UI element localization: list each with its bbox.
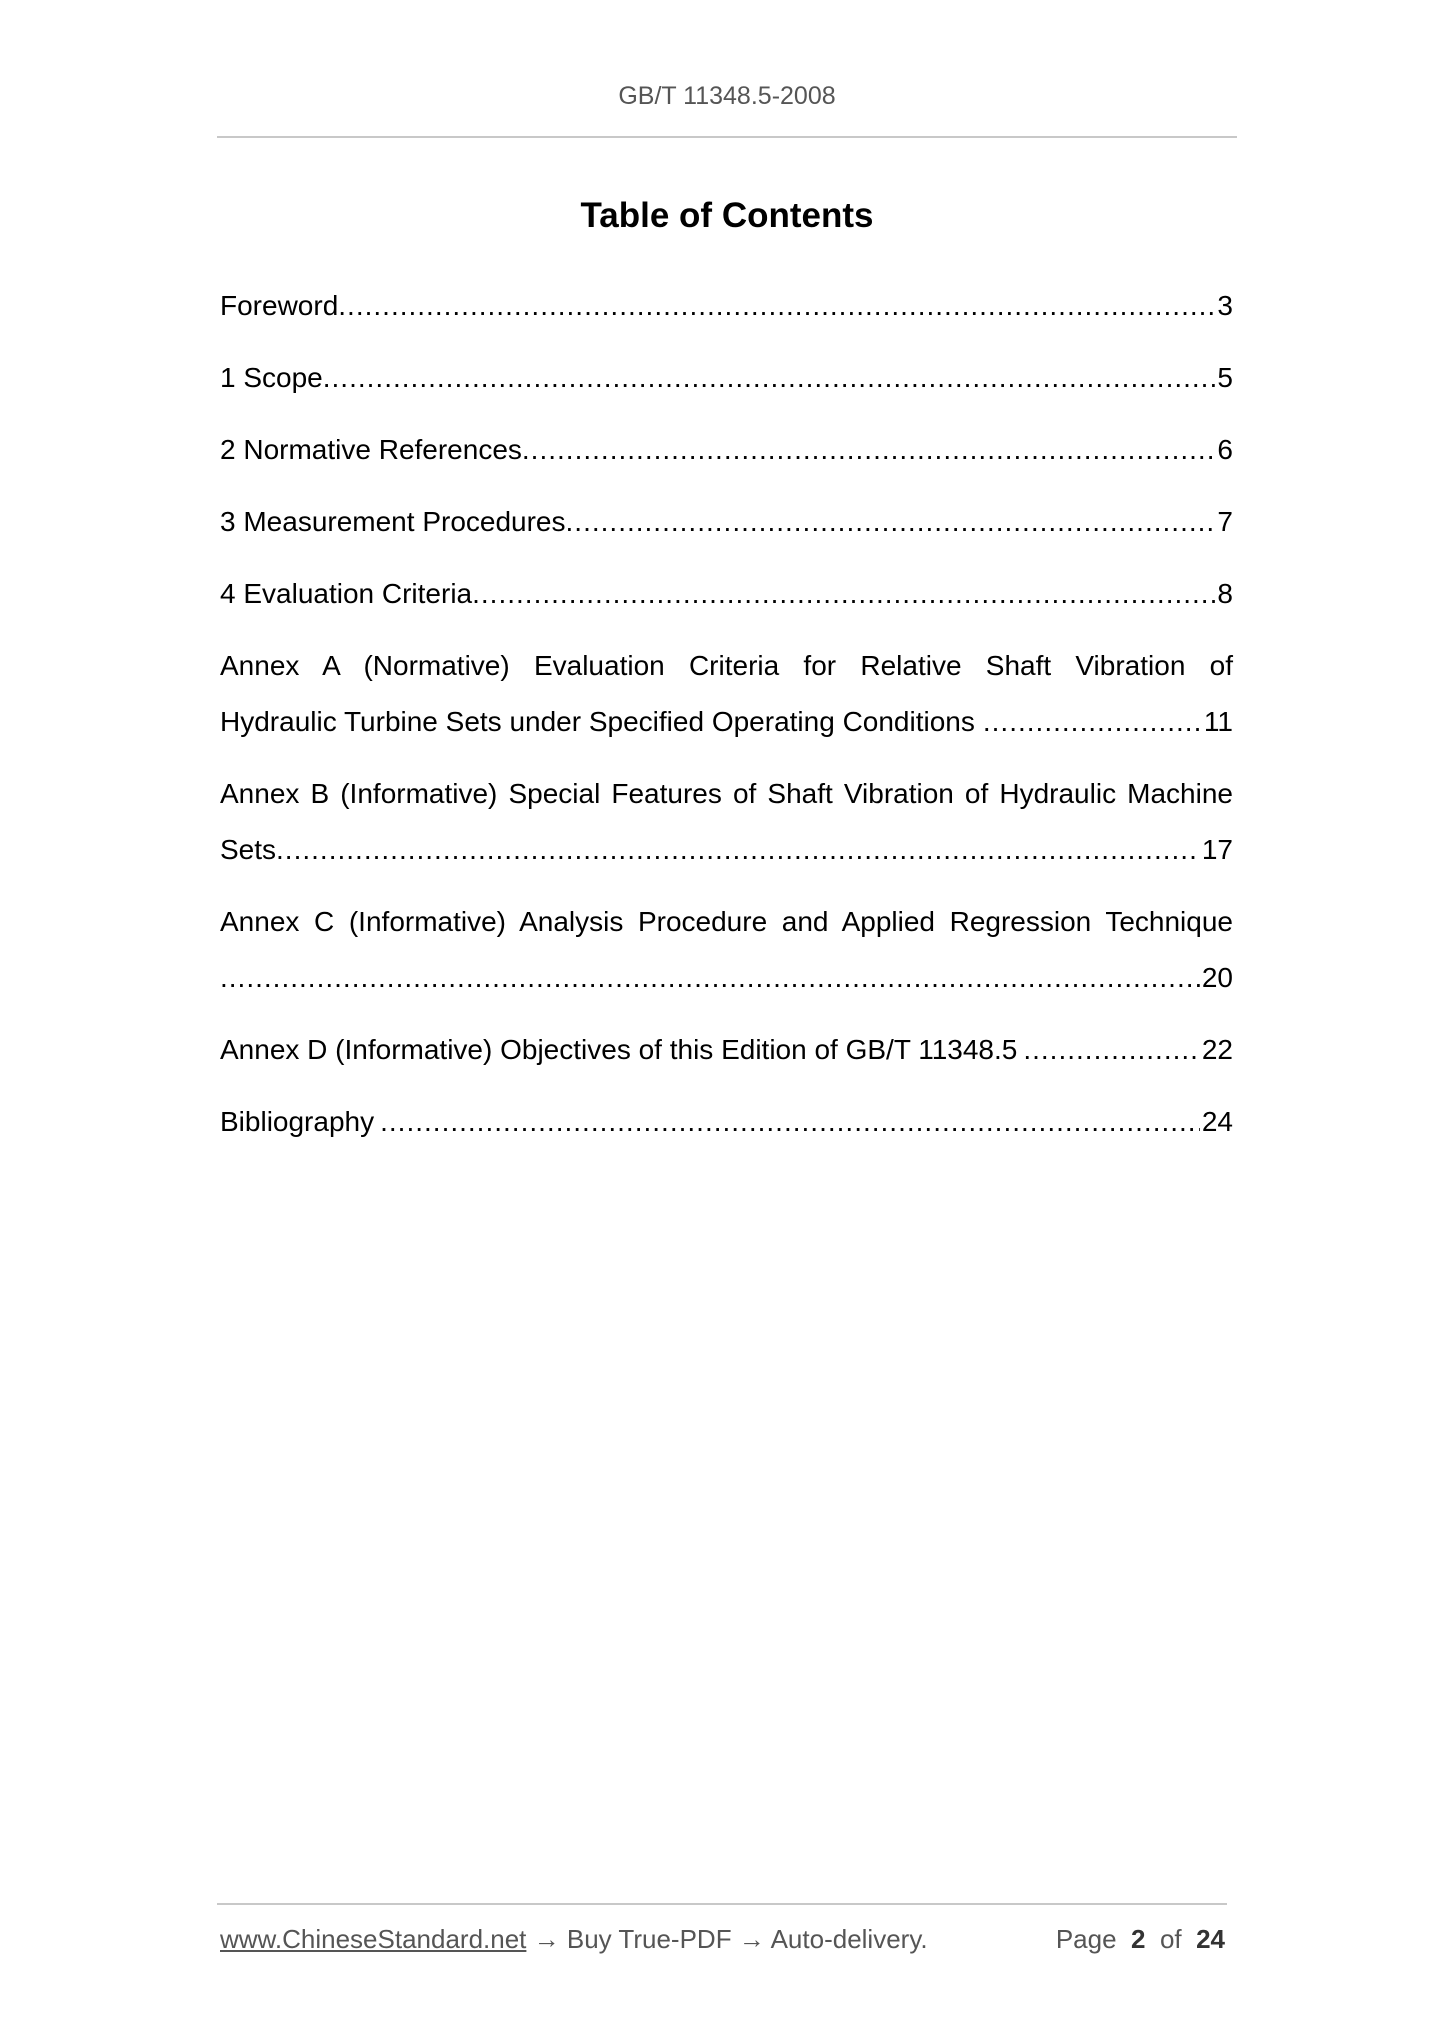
toc-page-number: 24: [1201, 1106, 1233, 1137]
current-page-number: 2: [1131, 1924, 1146, 1954]
toc-entry-normative-references[interactable]: [220, 422, 1233, 478]
toc-entry-annex-d[interactable]: [220, 1022, 1233, 1078]
toc-entry-label-line1: Annex A (Normative) Evaluation Criteria for Relative Shaft Vibration of: [220, 650, 1233, 681]
toc-entry-label-line1: Annex C (Informative) Analysis Procedure and Applied Regression Technique: [220, 906, 1233, 937]
total-pages-number: 24: [1196, 1924, 1225, 1954]
toc-leader-dots: [522, 422, 1216, 478]
toc-leader-dots: [1017, 1022, 1200, 1078]
toc-leader-dots: [220, 950, 1200, 1006]
toc-page-number: 5: [1217, 362, 1233, 393]
toc-leader-dots: [566, 494, 1216, 550]
toc-page-number: 3: [1217, 290, 1233, 321]
document-id-header: GB/T 11348.5-2008: [618, 82, 836, 110]
toc-leader-dots: [338, 278, 1215, 334]
footer-buy-text: Buy True-PDF: [559, 1924, 739, 1954]
toc-leader-dots: [374, 1094, 1200, 1150]
arrow-right-icon: →: [738, 1924, 765, 1954]
toc-leader-dots: [323, 350, 1216, 406]
toc-entry-label-line2: Sets: [220, 834, 277, 865]
toc-page-number: 20: [1201, 962, 1233, 993]
toc-entry-label: 2 Normative References: [220, 434, 522, 465]
toc-page-number: 8: [1217, 578, 1233, 609]
page-word: Page: [1055, 1924, 1117, 1954]
toc-entry-annex-a[interactable]: [220, 638, 1233, 750]
toc-entry-label-line2: Hydraulic Turbine Sets under Specified Operating Conditions: [220, 706, 975, 737]
footer-divider: [217, 1903, 1227, 1905]
page-indicator: [1056, 1924, 1225, 1955]
toc-page-number: 22: [1201, 1034, 1233, 1065]
toc-entry-measurement-procedures[interactable]: [220, 494, 1233, 550]
toc-entry-label: 4 Evaluation Criteria: [220, 578, 473, 609]
toc-entry-annex-c[interactable]: [220, 894, 1233, 1006]
table-of-contents: [220, 278, 1233, 1166]
toc-entry-scope[interactable]: [220, 350, 1233, 406]
toc-entry-label-line1: Annex B (Informative) Special Features of Shaft Vibration of Hydraulic Machine: [220, 778, 1233, 809]
toc-page-number: 11: [1203, 706, 1233, 737]
page-title: Table of Contents: [580, 196, 874, 235]
toc-entry-evaluation-criteria[interactable]: [220, 566, 1233, 622]
toc-page-number: 17: [1201, 834, 1233, 865]
toc-page-number: 7: [1217, 506, 1233, 537]
toc-entry-label: Bibliography: [220, 1106, 375, 1137]
toc-entry-foreword[interactable]: [220, 278, 1233, 334]
toc-entry-label: 1 Scope: [220, 362, 323, 393]
toc-entry-label: Foreword: [220, 290, 339, 321]
arrow-right-icon: →: [533, 1924, 560, 1954]
toc-leader-dots: [975, 694, 1202, 750]
of-word: of: [1159, 1924, 1182, 1954]
toc-leader-dots: [472, 566, 1215, 622]
toc-leader-dots: [276, 822, 1200, 878]
toc-entry-label: 3 Measurement Procedures: [220, 506, 566, 537]
website-link[interactable]: www.ChineseStandard.net: [220, 1924, 527, 1954]
toc-page-number: 6: [1217, 434, 1233, 465]
footer-promo: [220, 1924, 928, 1955]
footer-delivery-text: Auto-delivery.: [764, 1924, 928, 1954]
toc-entry-bibliography[interactable]: [220, 1094, 1233, 1150]
toc-entry-annex-b[interactable]: [220, 766, 1233, 878]
header-divider: [217, 136, 1237, 138]
toc-entry-label: Annex D (Informative) Objectives of this Edition of GB/T 11348.5: [220, 1034, 1018, 1065]
